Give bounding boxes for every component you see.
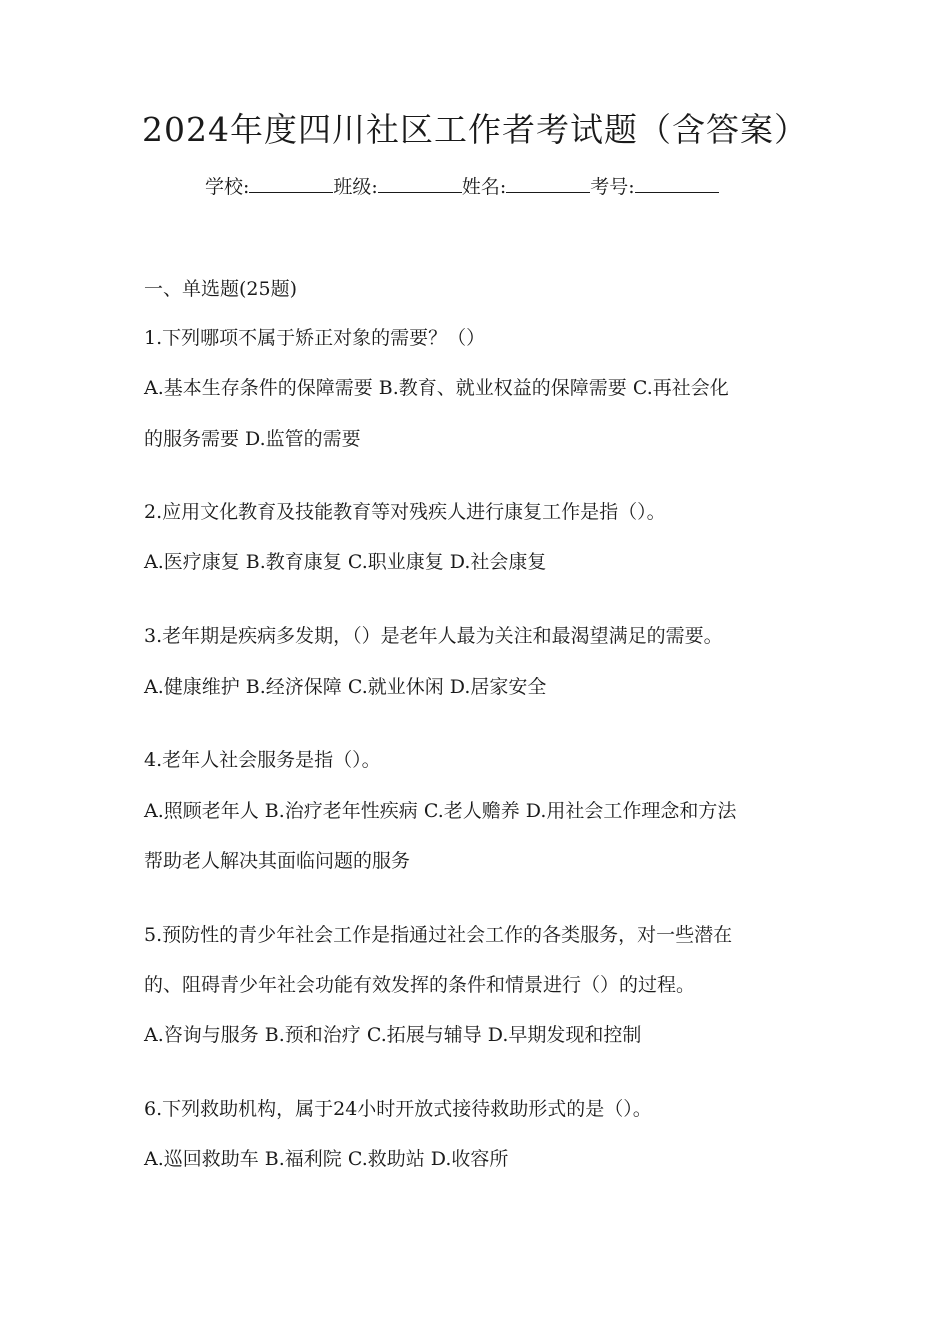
question-5-stem-line-1: 5.预防性的青少年社会工作是指通过社会工作的各类服务，对一些潜在	[144, 924, 733, 946]
question-3-options-line-1: A.健康维护 B.经济保障 C.就业休闲 D.居家安全	[144, 676, 547, 698]
number-field	[590, 172, 718, 199]
section-heading: 一、单选题(25题)	[144, 278, 298, 300]
school-label: 学校:	[205, 176, 250, 198]
question-3-stem: 3.老年期是疾病多发期，（）是老年人最为关注和最渴望满足的需要。	[144, 625, 723, 647]
name-field	[462, 172, 590, 199]
number-blank	[635, 174, 719, 193]
page-title: 2024年度四川社区工作者考试题（含答案）	[142, 110, 808, 149]
question-1-options-line-1: A.基本生存条件的保障需要 B.教育、就业权益的保障需要 C.再社会化	[144, 377, 729, 399]
name-label: 姓名:	[461, 176, 507, 198]
student-info-row	[205, 172, 719, 199]
school-field	[205, 172, 333, 199]
question-4-options-line-2: 帮助老人解决其面临问题的服务	[144, 850, 411, 872]
school-blank	[249, 174, 333, 193]
class-field	[333, 172, 461, 199]
question-4-options-line-1: A.照顾老年人 B.治疗老年性疾病 C.老人赡养 D.用社会工作理念和方法	[144, 800, 737, 822]
question-2-options-line-1: A.医疗康复 B.教育康复 C.职业康复 D.社会康复	[144, 551, 547, 573]
question-5-stem-line-2: 的、阻碍青少年社会功能有效发挥的条件和情景进行（）的过程。	[144, 974, 696, 996]
question-1-options-line-2: 的服务需要 D.监管的需要	[144, 428, 361, 450]
question-4-stem: 4.老年人社会服务是指（）。	[144, 749, 381, 771]
name-blank	[506, 174, 590, 193]
class-label: 班级:	[333, 176, 378, 198]
question-6-options-line-1: A.巡回救助车 B.福利院 C.救助站 D.收容所	[144, 1148, 509, 1170]
number-label: 考号:	[590, 176, 635, 198]
question-2-stem: 2.应用文化教育及技能教育等对残疾人进行康复工作是指（）。	[144, 501, 666, 523]
class-blank	[378, 174, 462, 193]
question-6-stem: 6.下列救助机构，属于24小时开放式接待救助形式的是（）。	[144, 1098, 652, 1120]
question-1-stem: 1.下列哪项不属于矫正对象的需要？（）	[144, 327, 486, 349]
question-5-options-line-1: A.咨询与服务 B.预和治疗 C.拓展与辅导 D.早期发现和控制	[144, 1024, 642, 1046]
